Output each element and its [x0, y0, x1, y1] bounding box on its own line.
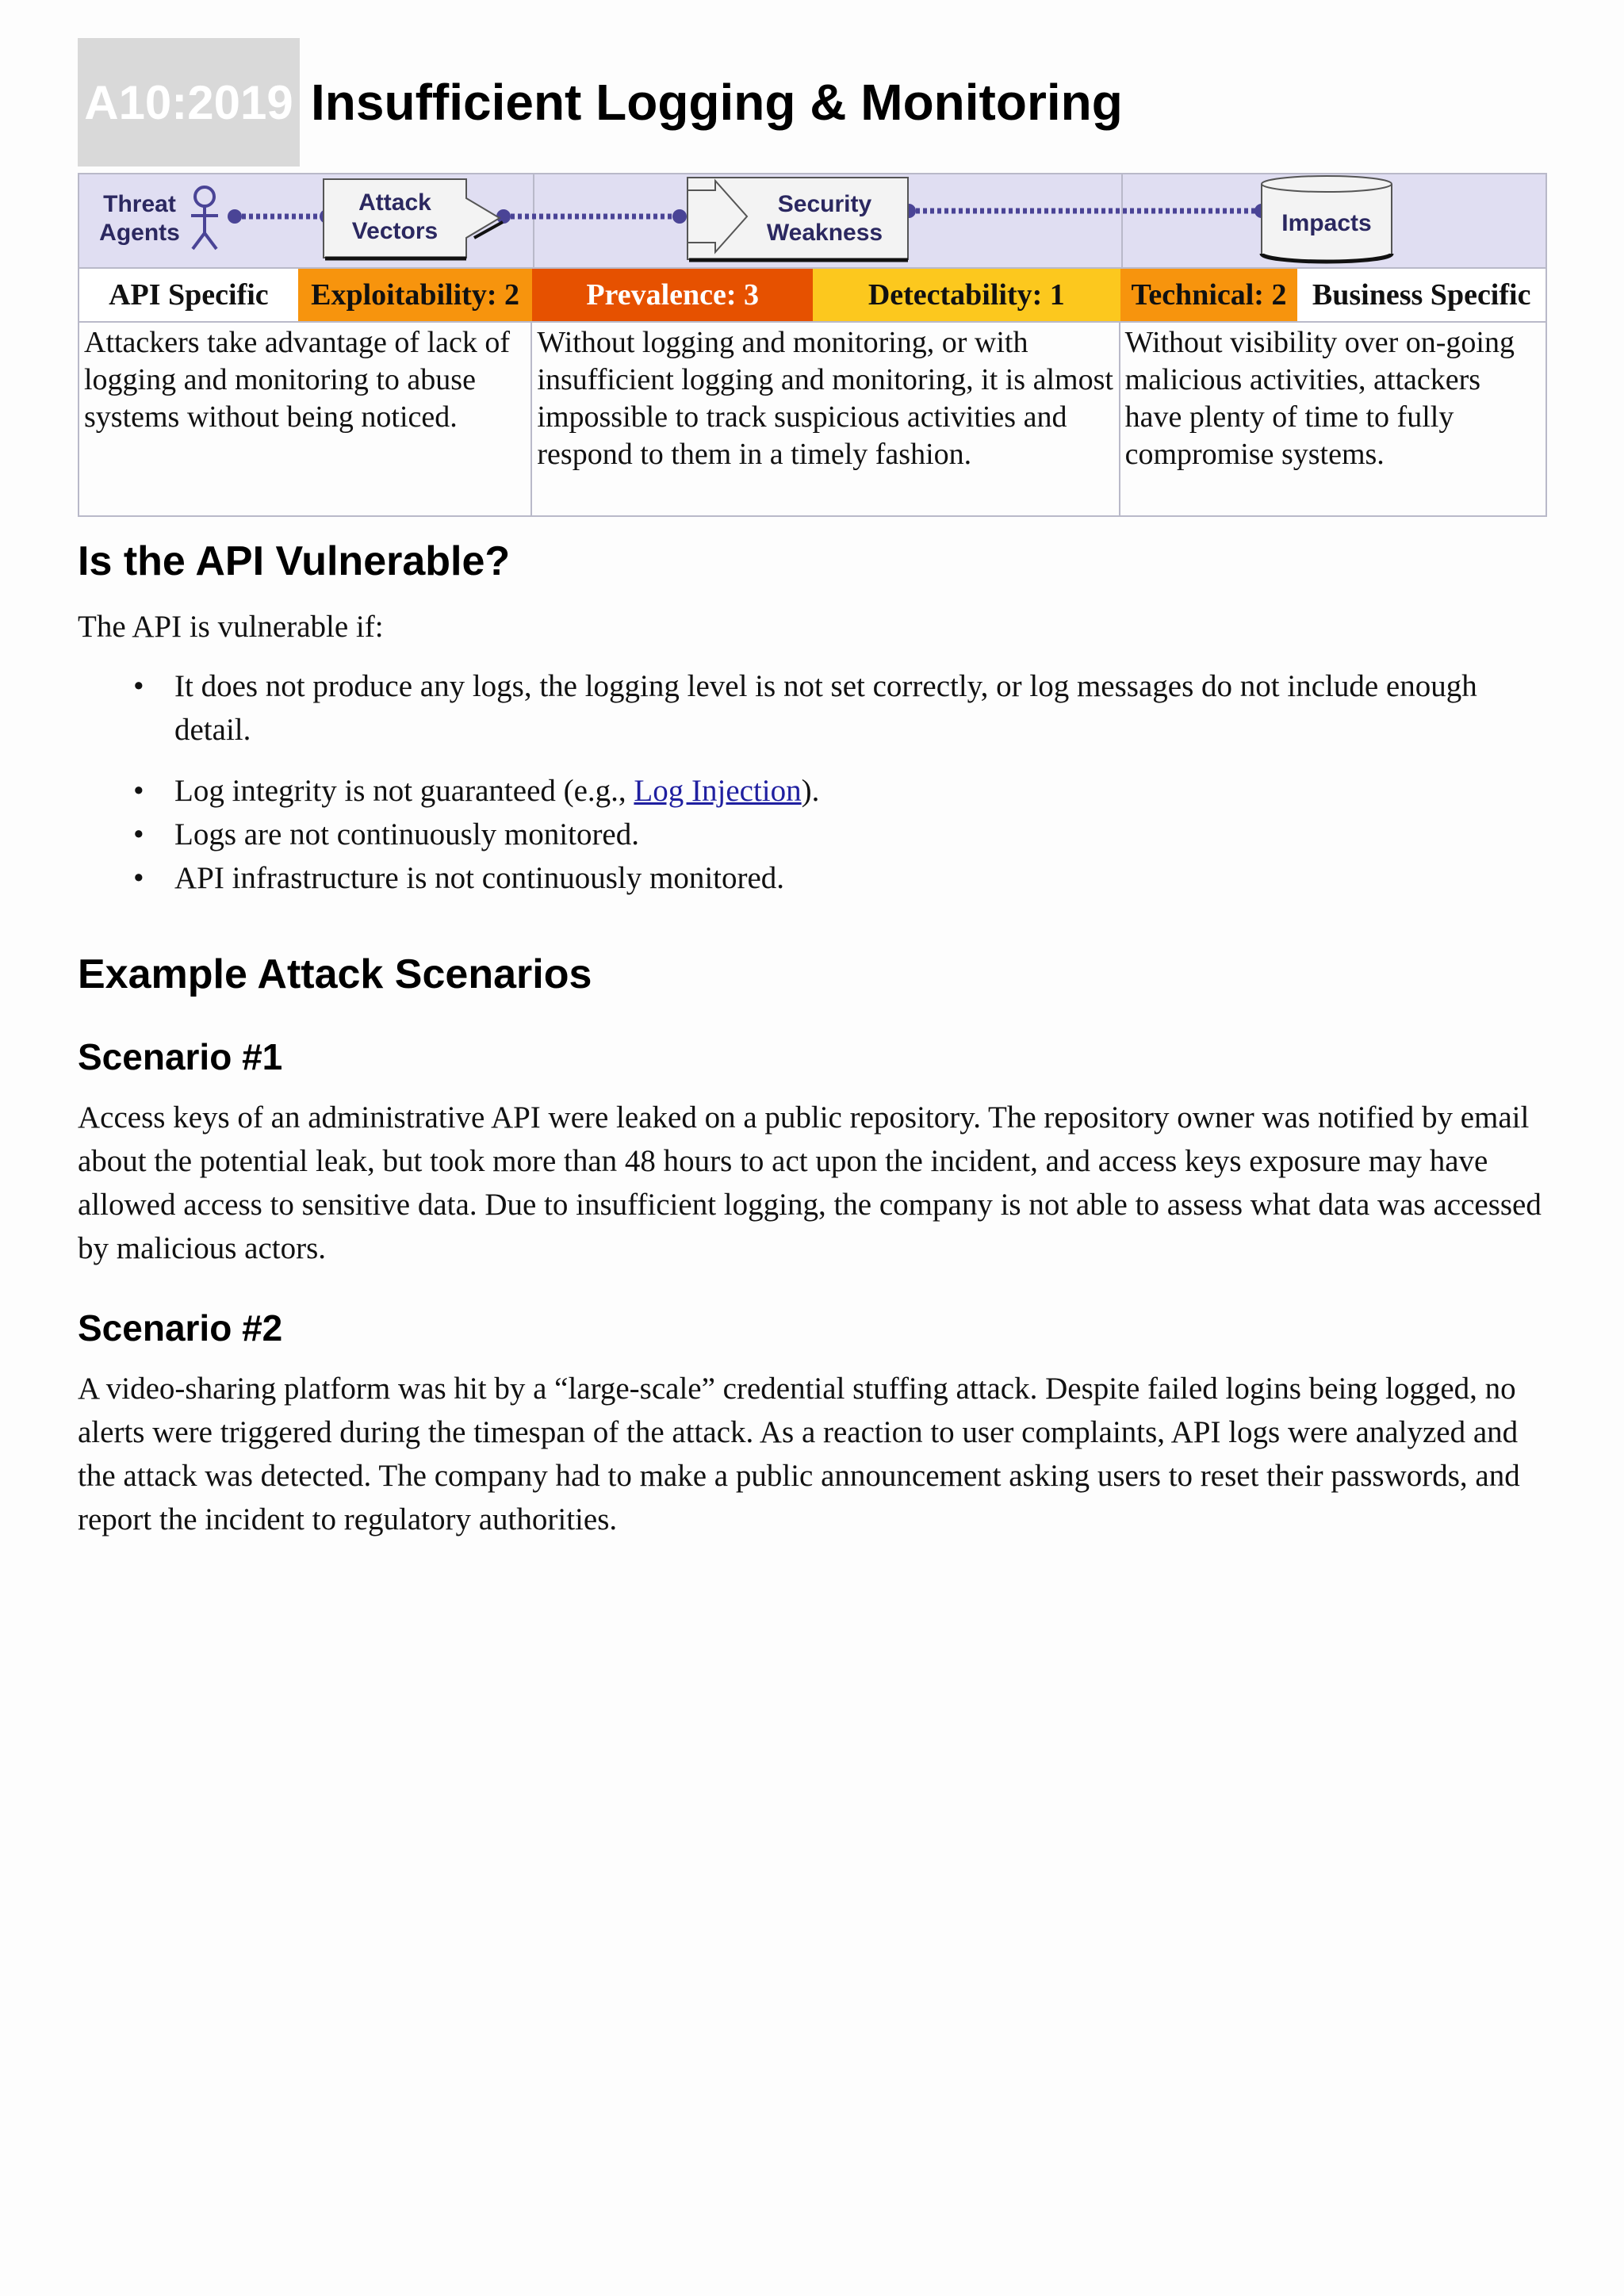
- description-row: [79, 323, 1545, 515]
- list-item-text-end: ).: [801, 774, 820, 808]
- list-item-text: It does not produce any logs, the logging level is not set correctly, or log messages do not include enough detail.: [174, 669, 1477, 747]
- list-item: [78, 856, 1553, 900]
- list-item-text: API infrastructure is not continuously monitored.: [174, 861, 785, 895]
- attack-vectors-line-2: Vectors: [351, 218, 439, 244]
- list-item-text: Logs are not continuously monitored.: [174, 817, 639, 851]
- attack-flow-diagram: [79, 174, 1545, 269]
- technical-rating: Technical: 2: [1120, 269, 1298, 321]
- attack-vectors-label: [324, 189, 466, 246]
- bullet-dot: •: [133, 774, 144, 808]
- list-item: [78, 769, 1553, 813]
- vulnerable-heading: Is the API Vulnerable?: [78, 538, 511, 584]
- threat-agent-person-icon: [191, 187, 218, 249]
- list-item: [78, 664, 1553, 752]
- page-title: [78, 38, 1123, 166]
- scenarios-heading: Example Attack Scenarios: [78, 951, 592, 997]
- scenario-2-text: A video-sharing platform was hit by a “large-scale” credential stuffing attack. Despite failed logins being logged, no alerts were triggered during the timespan of the attack. As a reaction to user complaints, API logs were analyzed and the attack was detected. The company had to make a public announcement asking users to reset their passwords, and report the incident to regulatory authorities.: [78, 1372, 1520, 1536]
- threat-agents-line-1: Threat: [103, 191, 176, 217]
- prevalence-rating: Prevalence: 3: [532, 269, 813, 321]
- business-specific-cell: Business Specific: [1297, 269, 1545, 321]
- detectability-rating: Detectability: 1: [813, 269, 1120, 321]
- bullet-dot: •: [133, 669, 144, 703]
- vulnerable-intro: The API is vulnerable if:: [78, 610, 384, 644]
- vulnerable-list: [78, 664, 1553, 900]
- scenario-1-title: Scenario #1: [78, 1036, 283, 1077]
- log-injection-link[interactable]: Log Injection: [634, 774, 802, 808]
- security-weakness-line-2: Weakness: [766, 220, 883, 246]
- list-item-text: Log integrity is not guaranteed (e.g.,: [174, 774, 634, 808]
- threat-agents-label: [84, 190, 195, 247]
- security-weakness-label: [745, 190, 904, 247]
- impacts-label: Impacts: [1281, 210, 1372, 236]
- bullet-dot: •: [133, 861, 144, 895]
- threat-agents-line-2: Agents: [99, 220, 180, 246]
- list-item: [78, 813, 1553, 856]
- scenario-2-title: Scenario #2: [78, 1307, 283, 1349]
- security-weakness-line-1: Security: [777, 191, 872, 217]
- impact-description: Without visibility over on-going malicious activities, attackers have plenty of time to fully compromise systems.: [1124, 326, 1515, 471]
- scenario-1-text: Access keys of an administrative API were leaked on a public repository. The repository owner was notified by email about the potential leak, but took more than 48 hours to act upon the incident, and access keys exposure may have allowed access to sensitive data. Due to insufficient logging, the company is not able to assess what data was accessed by malicious actors.: [78, 1100, 1542, 1265]
- title-text: Insufficient Logging & Monitoring: [311, 74, 1123, 131]
- weakness-description: Without logging and monitoring, or with insufficient logging and monitoring, it is almost impossible to track suspicious activities and respond to them in a timely fashion.: [532, 323, 1120, 515]
- rating-row: [79, 269, 1545, 323]
- api-specific-cell: API Specific: [79, 269, 298, 321]
- risk-rating-table: [78, 173, 1547, 517]
- exploitability-rating: Exploitability: 2: [298, 269, 533, 321]
- risk-code-badge: A10:2019: [78, 38, 300, 166]
- bullet-dot: •: [133, 817, 144, 851]
- attack-vectors-line-1: Attack: [358, 189, 431, 216]
- threat-description: Attackers take advantage of lack of logging and monitoring to abuse systems without being noticed.: [79, 323, 532, 515]
